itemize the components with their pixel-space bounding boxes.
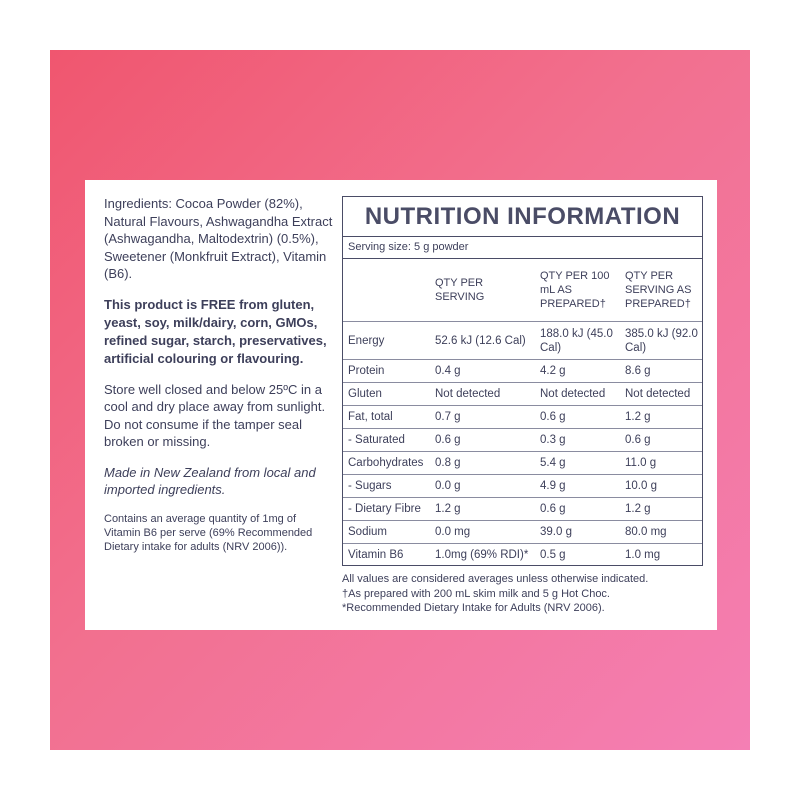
nutrient-value: 0.3 g xyxy=(535,429,620,452)
vitamin-note-text: Contains an average quantity of 1mg of Vitamin B6 per serve (69% Recommended Dietary intake for adults (NRV 2006)). xyxy=(104,512,313,553)
nutrient-value: 0.4 g xyxy=(430,360,535,383)
nutrient-value: 0.6 g xyxy=(620,429,702,452)
nutrient-value: 385.0 kJ (92.0 Cal) xyxy=(620,322,702,360)
nutrient-name: - Dietary Fibre xyxy=(343,498,430,521)
nutrient-value: 0.7 g xyxy=(430,406,535,429)
nutrient-value: 10.0 g xyxy=(620,475,702,498)
table-row xyxy=(343,544,702,567)
ingredients-text: Ingredients: Cocoa Powder (82%), Natural Flavours, Ashwagandha Extract (Ashwagandha, Maltodextrin) (0.5%), Sweetener (Monkfruit Extract), Vitamin (B6). xyxy=(104,196,333,281)
storage-text: Store well closed and below 25ºC in a cool and dry place away from sunlight. Do not consume if the tamper seal broken or missing. xyxy=(104,381,326,449)
nutrient-name: Fat, total xyxy=(343,406,430,429)
nutrient-value: 0.0 g xyxy=(430,475,535,498)
nutrient-value: 0.6 g xyxy=(430,429,535,452)
nutrient-value: 1.0 mg xyxy=(620,544,702,567)
table-row xyxy=(343,360,702,383)
table-row xyxy=(343,475,702,498)
nutrient-value: 4.2 g xyxy=(535,360,620,383)
nutrient-value: 188.0 kJ (45.0 Cal) xyxy=(535,322,620,360)
nutrient-name: Protein xyxy=(343,360,430,383)
nutrition-panel xyxy=(342,196,703,566)
nutrient-name: Sodium xyxy=(343,521,430,544)
serving-size: Serving size: 5 g powder xyxy=(343,237,702,259)
nutrient-value: 1.0mg (69% RDI)* xyxy=(430,544,535,567)
nutrient-value: 11.0 g xyxy=(620,452,702,475)
nutrient-value: 1.2 g xyxy=(620,498,702,521)
nutrient-value: Not detected xyxy=(620,383,702,406)
nutrient-value: 5.4 g xyxy=(535,452,620,475)
nutrient-value: Not detected xyxy=(535,383,620,406)
nutrient-name: Vitamin B6 xyxy=(343,544,430,567)
table-row xyxy=(343,498,702,521)
table-row xyxy=(343,406,702,429)
nutrition-table xyxy=(343,259,702,566)
label-card xyxy=(85,180,717,630)
nutrient-name: Energy xyxy=(343,322,430,360)
nutrient-name: Carbohydrates xyxy=(343,452,430,475)
nutrient-value: 80.0 mg xyxy=(620,521,702,544)
header-qty-per-100ml: QTY PER 100 mL AS PREPARED† xyxy=(535,259,620,322)
product-info-column xyxy=(104,195,334,567)
nutrient-value: 4.9 g xyxy=(535,475,620,498)
nutrition-title: NUTRITION INFORMATION xyxy=(343,197,702,237)
nutrient-value: 0.0 mg xyxy=(430,521,535,544)
nutrient-value: 8.6 g xyxy=(620,360,702,383)
table-row xyxy=(343,452,702,475)
footnote-averages: All values are considered averages unless otherwise indicated. xyxy=(342,573,649,585)
nutrient-value: 0.6 g xyxy=(535,498,620,521)
origin-text: Made in New Zealand from local and imported ingredients. xyxy=(104,464,316,497)
nutrient-name: - Saturated xyxy=(343,429,430,452)
header-nutrient xyxy=(343,259,430,322)
table-row xyxy=(343,429,702,452)
table-row xyxy=(343,322,702,360)
nutrient-name: Gluten xyxy=(343,383,430,406)
header-qty-per-serving-prepared: QTY PER SERVING AS PREPARED† xyxy=(620,259,702,322)
nutrient-value: 39.0 g xyxy=(535,521,620,544)
table-row xyxy=(343,383,702,406)
header-qty-per-serving: QTY PER SERVING xyxy=(430,259,535,322)
nutrient-value: 1.2 g xyxy=(620,406,702,429)
footnote-prepared: †As prepared with 200 mL skim milk and 5 g Hot Choc. xyxy=(342,587,610,600)
nutrient-value: 1.2 g xyxy=(430,498,535,521)
footnote-rdi: *Recommended Dietary Intake for Adults (NRV 2006). xyxy=(342,602,605,614)
nutrient-name: - Sugars xyxy=(343,475,430,498)
nutrient-value: 0.6 g xyxy=(535,406,620,429)
table-row xyxy=(343,521,702,544)
free-from-text: This product is FREE from gluten, yeast, soy, milk/dairy, corn, GMOs, refined sugar, starch, preservatives, artificial colouring or flavouring. xyxy=(104,296,327,366)
table-header-row xyxy=(343,259,702,322)
nutrient-value: 52.6 kJ (12.6 Cal) xyxy=(430,322,535,360)
nutrient-value: 0.5 g xyxy=(535,544,620,567)
nutrient-value: Not detected xyxy=(430,383,535,406)
nutrient-value: 0.8 g xyxy=(430,452,535,475)
footnotes xyxy=(342,572,703,616)
